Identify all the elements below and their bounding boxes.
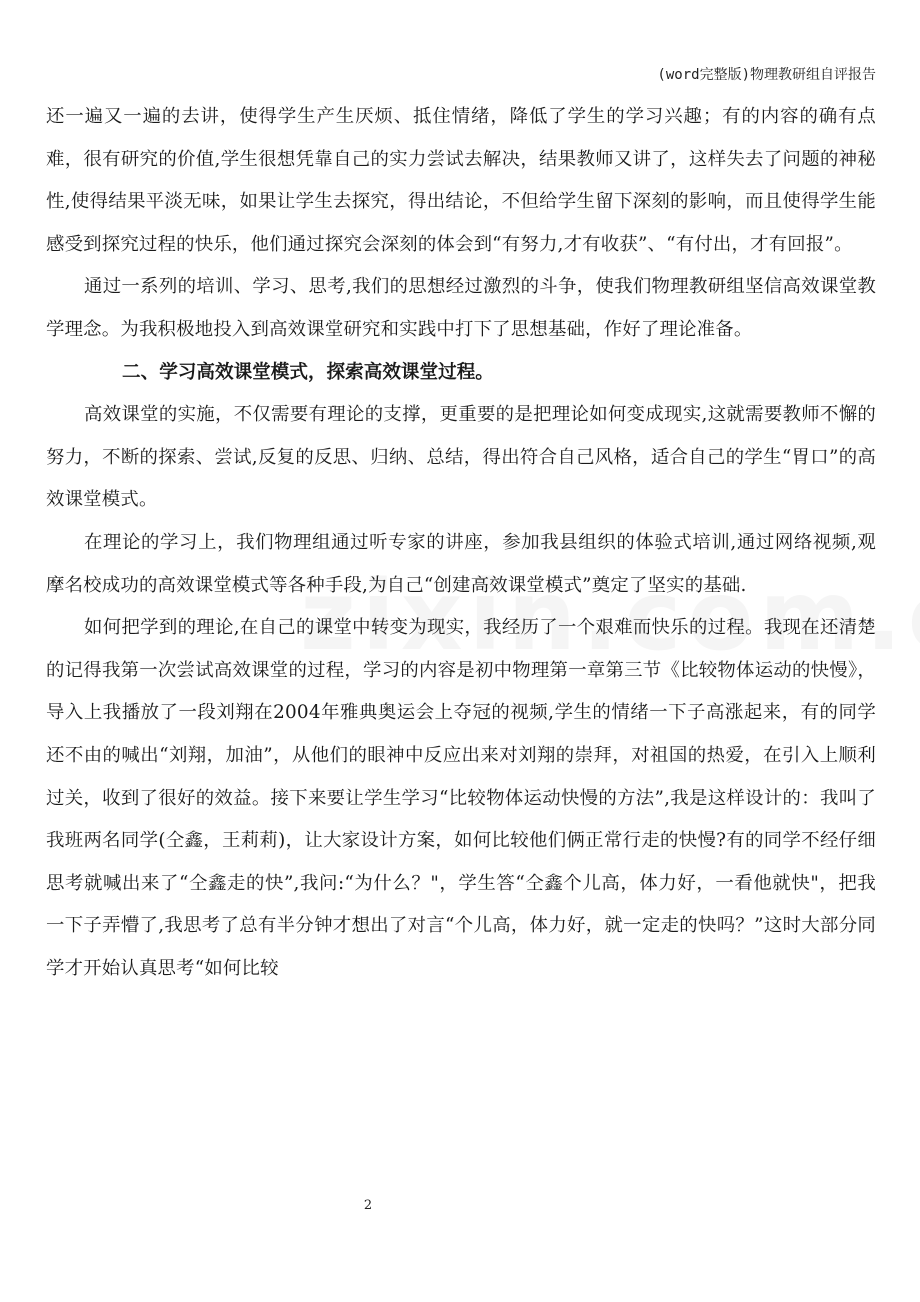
paragraph: 如何把学到的理论,在自己的课堂中转变为现实，我经历了一个艰难而快乐的过程。我现在还清楚的记得我第一次尝试高效课堂的过程，学习的内容是初中物理第一章第三节《比较物体运动的快慢》，导入上我播放了一段刘翔在2004年雅典奥运会上夺冠的视频,学生的情绪一下子高涨起来，有的同学还不由的喊出“刘翔，加油”，从他们的眼神中反应出来对刘翔的崇拜，对祖国的热爱，在引入上顺利过关，收到了很好的效益。接下来要让学生学习“比较物体运动快慢的方法”,我是这样设计的：我叫了我班两名同学(仝鑫，王莉莉)，让大家设计方案，如何比较他们俩正常行走的快慢?有的同学不经仔细思考就喊出来了“仝鑫走的快”,我问:“为什么？"，学生答“仝鑫个儿高，体力好，一看他就快"，把我一下子弄懵了,我思考了总有半分钟才想出了对言“个儿高，体力好，就一定走的快吗？”这时大部分同学才开始认真思考“如何比较 — [46, 617, 876, 979]
paragraph: 通过一系列的培训、学习、思考,我们的思想经过激烈的斗争，使我们物理教研组坚信高效课堂教学理念。为我积极地投入到高效课堂研究和实践中打下了思想基础，作好了理论准备。 — [46, 276, 876, 340]
paragraph: 在理论的学习上，我们物理组通过听专家的讲座，参加我县组织的体验式培训,通过网络视频,观摩名校成功的高效课堂模式等各种手段,为自己“创建高效课堂模式”奠定了坚实的基础. — [46, 531, 876, 596]
paragraph: 高效课堂的实施，不仅需要有理论的支撑，更重要的是把理论如何变成现实,这就需要教师不懈的努力，不断的探索、尝试,反复的反思、归纳、总结，得出符合自己风格，适合自己的学生“胃口”的高效课堂模式。 — [46, 404, 876, 511]
document-body — [46, 96, 876, 990]
section-heading: 二、学习高效课堂模式，探索高效课堂过程。 — [122, 361, 494, 383]
page-number: 2 — [363, 1198, 373, 1213]
running-header: (word完整版)物理教研组自评报告 — [657, 67, 876, 83]
paragraph-continuation: 还一遍又一遍的去讲，使得学生产生厌烦、抵住情绪，降低了学生的学习兴趣；有的内容的确有点难，很有研究的价值,学生很想凭靠自己的实力尝试去解决，结果教师又讲了，这样失去了问题的神秘性,使得结果平淡无味，如果让学生去探究，得出结论，不但给学生留下深刻的影响，而且使得学生能感受到探究过程的快乐，他们通过探究会深刻的体会到“有努力,才有收获”、“有付出，才有回报”。 — [46, 106, 876, 255]
